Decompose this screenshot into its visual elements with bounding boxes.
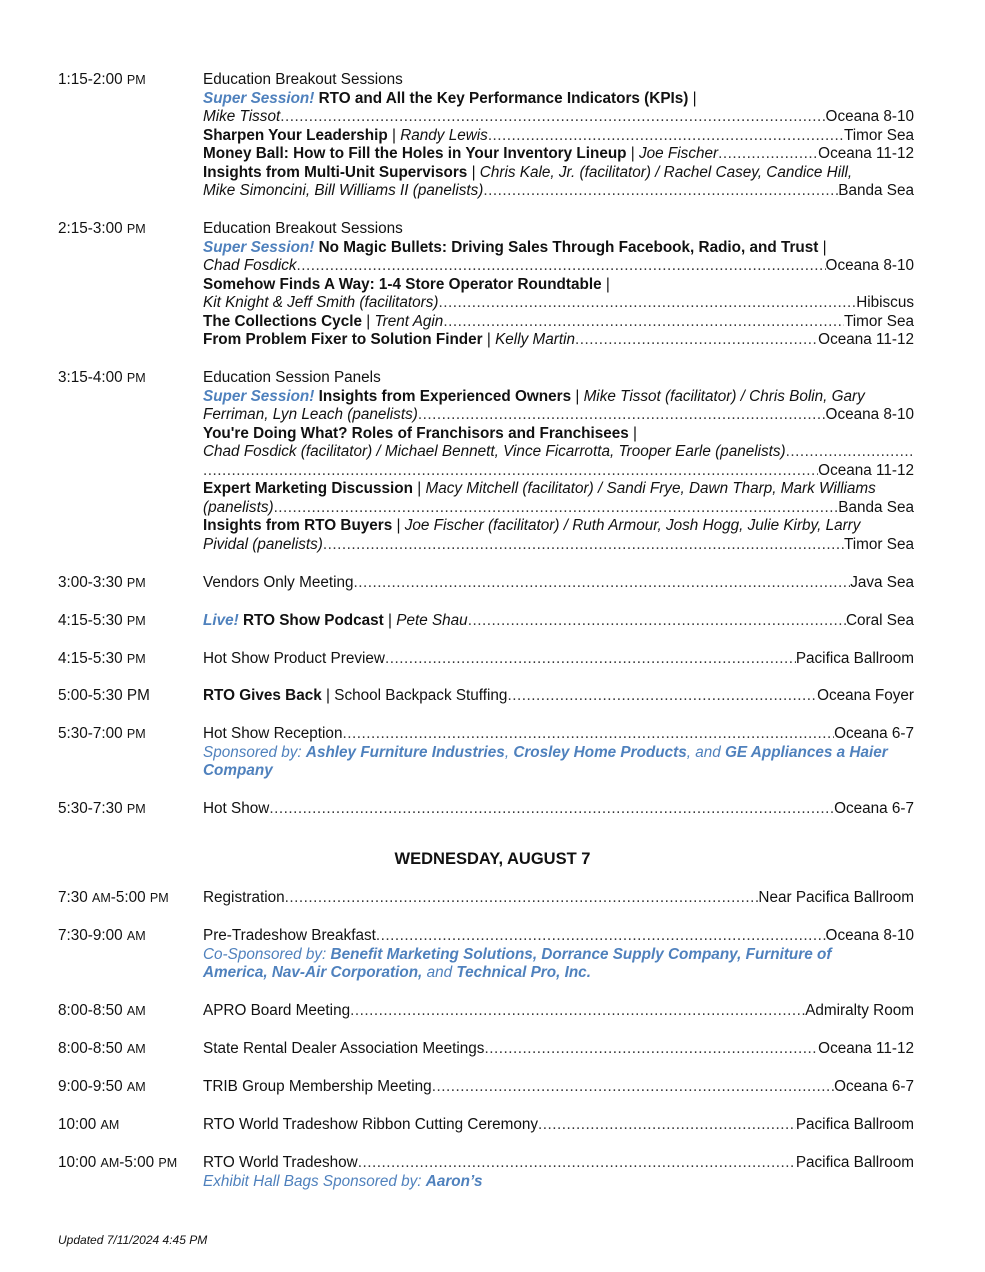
session-time: 10:00 AM [58,1116,120,1133]
sponsor-line: Sponsored by: Ashley Furniture Industries, Crosley Home Products, and GE Appliances a Haier [203,743,888,761]
session-item: You're Doing What? Roles of Franchisors and Franchisees | [203,424,638,442]
room-location: Oceana 11-12 [818,461,914,479]
room-location: Oceana 8-10 [825,927,914,944]
session-time: 3:15-4:00 PM [58,369,146,386]
session-time: 2:15-3:00 PM [58,220,146,237]
session-item: Sharpen Your Leadership | Randy Lewis ..... Timor Sea [203,127,914,146]
session-item: Insights from RTO Buyers | Joe Fischer (facilitator) / Ruth Armour, Josh Hogg, Julie Kirby, Larry [203,517,861,534]
session-time: 10:00 AM-5:00 PM [58,1154,178,1171]
room-location: Timor Sea [844,312,914,330]
session-item-detail [203,462,914,481]
session-time: 7:30-9:00 AM [58,927,146,944]
session-item-detail: Mike Simoncini, Bill Williams II (panelists) ..... Banda Sea [203,182,914,201]
session-item: Hot Show Reception ..... Oceana 6-7 [203,725,914,744]
session-item: From Problem Fixer to Solution Finder | Kelly Martin ..... Oceana 11-12 [203,331,914,350]
session-time: 4:15-5:30 PM [58,612,146,629]
room-location: Oceana Foyer [817,687,914,704]
sponsor-line: Exhibit Hall Bags Sponsored by: Aaron’s [203,1172,483,1190]
session-item-detail: (panelists) ..... Banda Sea [203,499,914,518]
session-time: 8:00-8:50 AM [58,1040,146,1057]
session-time: 8:00-8:50 AM [58,1002,146,1019]
session-item: Somehow Finds A Way: 1-4 Store Operator Roundtable | [203,275,610,293]
session-item: Super Session! RTO and All the Key Performance Indicators (KPIs) | [203,89,697,107]
sponsor-line: Company [203,762,273,779]
session-item: RTO World Tradeshow ..... Pacifica Ballroom [203,1154,914,1173]
room-location: Timor Sea [844,126,914,144]
session-item: RTO Gives Back | School Backpack Stuffing ..... Oceana Foyer [203,687,914,706]
session-item: Expert Marketing Discussion | Macy Mitchell (facilitator) / Sandi Frye, Dawn Tharp, Mark Williams [203,480,876,497]
room-location: Banda Sea [838,182,914,199]
session-time: 7:30 AM-5:00 PM [58,889,169,906]
session-item: APRO Board Meeting ..... Admiralty Room [203,1002,914,1021]
room-location: Admiralty Room [805,1002,914,1019]
session-item-detail: Kit Knight & Jeff Smith (facilitators) ..... Hibiscus [203,294,914,313]
session-item: Vendors Only Meeting ..... Java Sea [203,574,914,593]
room-location: Timor Sea [844,535,914,553]
room-location: Oceana 6-7 [834,1078,914,1095]
room-location: Pacifica Ballroom [795,1116,914,1133]
session-item: Live! RTO Show Podcast | Pete Shau ..... Coral Sea [203,612,914,631]
room-location: Hibiscus [856,294,914,311]
session-item: Insights from Multi-Unit Supervisors | Chris Kale, Jr. (facilitator) / Rachel Casey, Candice Hill, [203,163,853,181]
session-item-detail: Chad Fosdick (facilitator) / Michael Bennett, Vince Ficarrotta, Trooper Earle (panelists) ..... [203,443,914,462]
session-item-detail: Mike Tissot ..... Oceana 8-10 [203,108,914,127]
sponsor-line: America, Nav-Air Corporation, and Technical Pro, Inc. [203,964,591,981]
session-item: Pre-Tradeshow Breakfast ..... Oceana 8-10 [203,927,914,946]
room-location: Banda Sea [838,498,914,516]
room-location: Pacifica Ballroom [795,1154,914,1171]
session-item-detail: Ferriman, Lyn Leach (panelists) ..... Oceana 8-10 [203,406,914,425]
session-item: Super Session! No Magic Bullets: Driving Sales Through Facebook, Radio, and Trust | [203,238,827,256]
room-location: Oceana 11-12 [818,1040,914,1057]
room-location: Oceana 6-7 [834,725,914,742]
sponsor-line: Co-Sponsored by: Benefit Marketing Solutions, Dorrance Supply Company, Furniture of [203,945,832,963]
room-location: Java Sea [850,574,914,591]
room-location: Oceana 11-12 [818,331,914,348]
session-time: 5:30-7:00 PM [58,725,146,742]
session-item: RTO World Tradeshow Ribbon Cutting Ceremony ..... Pacifica Ballroom [203,1116,914,1135]
session-item: Registration ..... Near Pacifica Ballroom [203,889,914,908]
session-item: State Rental Dealer Association Meetings ..... Oceana 11-12 [203,1040,914,1059]
session-time: 9:00-9:50 AM [58,1078,146,1095]
session-item: Super Session! Insights from Experienced Owners | Mike Tissot (facilitator) / Chris Bolin, Gary [203,387,865,405]
room-location: Oceana 8-10 [825,257,914,274]
updated-timestamp: Updated 7/11/2024 4:45 PM [58,1233,208,1247]
room-location: Oceana 11-12 [818,145,914,162]
session-time: 3:00-3:30 PM [58,574,146,591]
day-heading: WEDNESDAY, AUGUST 7 [394,850,591,868]
session-time: 4:15-5:30 PM [58,650,146,667]
session-title: Education Session Panels [203,369,381,386]
session-item: Hot Show Product Preview ..... Pacifica Ballroom [203,650,914,669]
session-item: The Collections Cycle | Trent Agin ..... Timor Sea [203,313,914,332]
room-location: Oceana 8-10 [825,108,914,125]
session-time: 5:30-7:30 PM [58,800,146,817]
room-location: Oceana 8-10 [825,406,914,423]
session-time: 5:00-5:30 PM [58,687,150,704]
room-location: Oceana 6-7 [834,800,914,817]
room-location: Pacifica Ballroom [795,650,914,667]
session-title: Education Breakout Sessions [203,220,403,237]
session-item-detail: Pividal (panelists) ..... Timor Sea [203,536,914,555]
room-location: Coral Sea [845,612,914,629]
session-item: Money Ball: How to Fill the Holes in Your Inventory Lineup | Joe Fischer ..... Oceana 11-12 [203,145,914,164]
session-title: Education Breakout Sessions [203,71,403,88]
session-time: 1:15-2:00 PM [58,71,146,88]
session-item-detail: Chad Fosdick ..... Oceana 8-10 [203,257,914,276]
session-item: TRIB Group Membership Meeting ..... Oceana 6-7 [203,1078,914,1097]
room-location: Near Pacifica Ballroom [758,889,914,906]
session-item: Hot Show ..... Oceana 6-7 [203,800,914,819]
